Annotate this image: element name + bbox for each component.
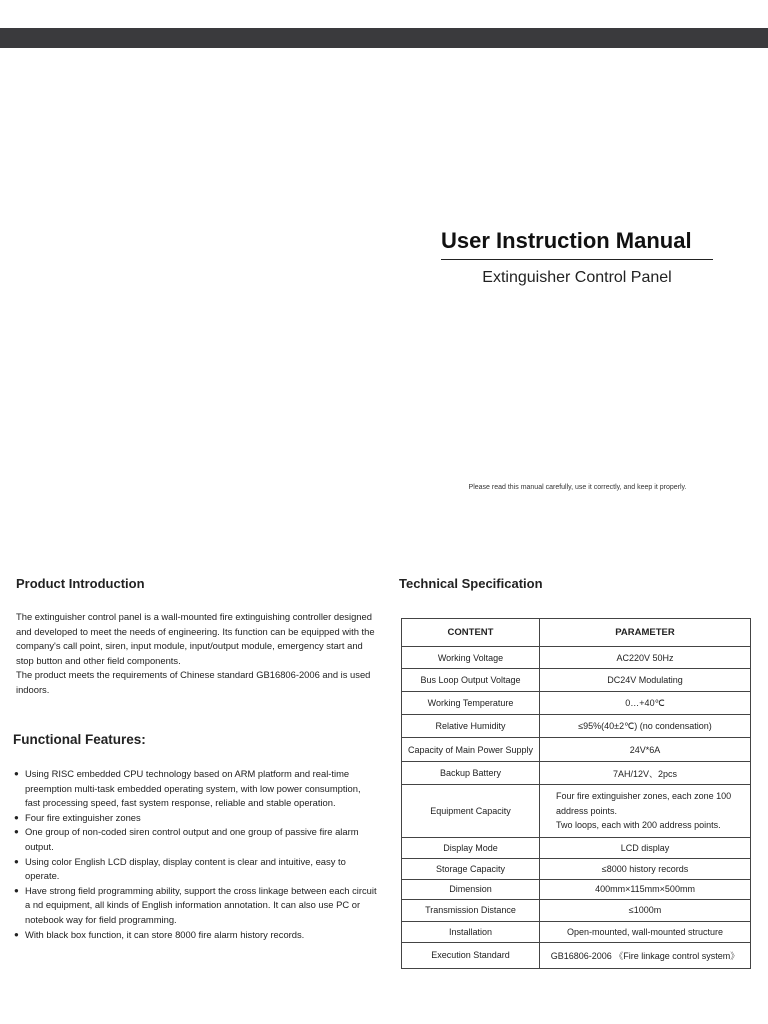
column-header-parameter: PARAMETER: [540, 619, 751, 647]
intro-paragraph: The product meets the requirements of Chinese standard GB16806-2006 and is used indoors.: [16, 669, 371, 695]
spec-content-cell: Working Temperature: [402, 692, 540, 715]
feature-text: One group of non-coded siren control output and one group of passive fire alarm output.: [25, 826, 359, 852]
features-heading: Functional Features:: [13, 732, 146, 747]
spec-parameter-cell: 0…+40℃: [540, 692, 751, 715]
table-row: [402, 837, 751, 858]
product-intro-heading: Product Introduction: [16, 576, 145, 591]
manual-title: User Instruction Manual: [441, 228, 692, 253]
list-item: [14, 928, 378, 943]
spec-content-cell: Execution Standard: [402, 942, 540, 968]
spec-parameter-cell: LCD display: [540, 837, 751, 858]
table-row: [402, 647, 751, 669]
feature-text: Four fire extinguisher zones: [25, 811, 141, 823]
spec-content-cell: Equipment Capacity: [402, 785, 540, 838]
bullet-icon: ●: [14, 812, 19, 822]
spec-parameter-cell: ≤1000m: [540, 899, 751, 921]
product-intro-text: [16, 610, 378, 698]
spec-content-cell: Display Mode: [402, 837, 540, 858]
spec-parameter-cell: Open-mounted, wall-mounted structure: [540, 921, 751, 942]
table-row: [402, 879, 751, 899]
table-row: [402, 899, 751, 921]
spec-content-cell: Transmission Distance: [402, 899, 540, 921]
spec-parameter-cell: DC24V Modulating: [540, 669, 751, 692]
feature-text: Using RISC embedded CPU technology based on ARM platform and real-time preemption multi-task embedded operating system, with low power consumption, fast processing speed, fast system response, reliable and stable operation.: [25, 768, 361, 809]
spec-content-cell: Capacity of Main Power Supply: [402, 738, 540, 762]
feature-text: With black box function, it can store 8000 fire alarm history records.: [25, 928, 305, 940]
tech-spec-heading: Technical Specification: [399, 576, 543, 591]
spec-content-cell: Bus Loop Output Voltage: [402, 669, 540, 692]
parameter-line: Four fire extinguisher zones, each zone 100 address points.: [556, 791, 732, 816]
title-underline: [441, 259, 713, 260]
bullet-icon: ●: [14, 769, 19, 778]
parameter-line: Two loops, each with 200 address points.: [556, 820, 721, 830]
bullet-icon: ●: [14, 856, 19, 866]
table-row: [402, 858, 751, 879]
table-row: [402, 692, 751, 715]
table-row: [402, 669, 751, 692]
spec-parameter-cell: AC220V 50Hz: [540, 647, 751, 669]
table-row: [402, 762, 751, 785]
top-bar: [0, 28, 768, 48]
list-item: [14, 884, 378, 928]
spec-parameter-cell: GB16806-2006 《Fire linkage control system》: [540, 942, 751, 968]
spec-content-cell: Installation: [402, 921, 540, 942]
table-row: [402, 785, 751, 838]
intro-paragraph: The extinguisher control panel is a wall-mounted fire extinguishing controller designed and developed to meet the needs of engineering. Its function can be equipped with the company's call point, siren, input module, input/output module, emergency start and stop button and other field components.: [16, 611, 375, 666]
spec-parameter-cell: ≤95%(40±2℃) (no condensation): [540, 715, 751, 738]
spec-content-cell: Storage Capacity: [402, 858, 540, 879]
spec-table: [401, 618, 751, 969]
features-list: [14, 767, 378, 942]
table-row: [402, 921, 751, 942]
bullet-icon: ●: [14, 885, 19, 895]
table-row: [402, 715, 751, 738]
spec-parameter-cell: 400mm×115mm×500mm: [540, 879, 751, 899]
care-notice: Please read this manual carefully, use it correctly, and keep it properly.: [468, 484, 687, 491]
feature-text: Have strong field programming ability, support the cross linkage between each circuit a nd equipment, all kinds of English information annotation. It can also use PC or notebook way for field programming.: [25, 884, 377, 925]
spec-parameter-cell: [540, 785, 751, 838]
manual-subtitle: Extinguisher Control Panel: [482, 269, 672, 286]
spec-content-cell: Dimension: [402, 879, 540, 899]
list-item: [14, 811, 378, 826]
spec-content-cell: Working Voltage: [402, 647, 540, 669]
table-row: [402, 738, 751, 762]
bullet-icon: ●: [14, 929, 19, 939]
column-header-content: CONTENT: [402, 619, 540, 647]
bullet-icon: ●: [14, 827, 19, 837]
feature-text: Using color English LCD display, display content is clear and intuitive, easy to operate.: [25, 855, 346, 882]
spec-parameter-cell: 24V*6A: [540, 738, 751, 762]
spec-parameter-cell: 7AH/12V、2pcs: [540, 762, 751, 785]
table-header-row: [402, 619, 751, 647]
list-item: [14, 855, 378, 884]
table-row: [402, 942, 751, 968]
spec-parameter-cell: ≤8000 history records: [540, 858, 751, 879]
list-item: [14, 767, 378, 811]
list-item: [14, 825, 378, 854]
spec-content-cell: Relative Humidity: [402, 715, 540, 738]
spec-content-cell: Backup Battery: [402, 762, 540, 785]
